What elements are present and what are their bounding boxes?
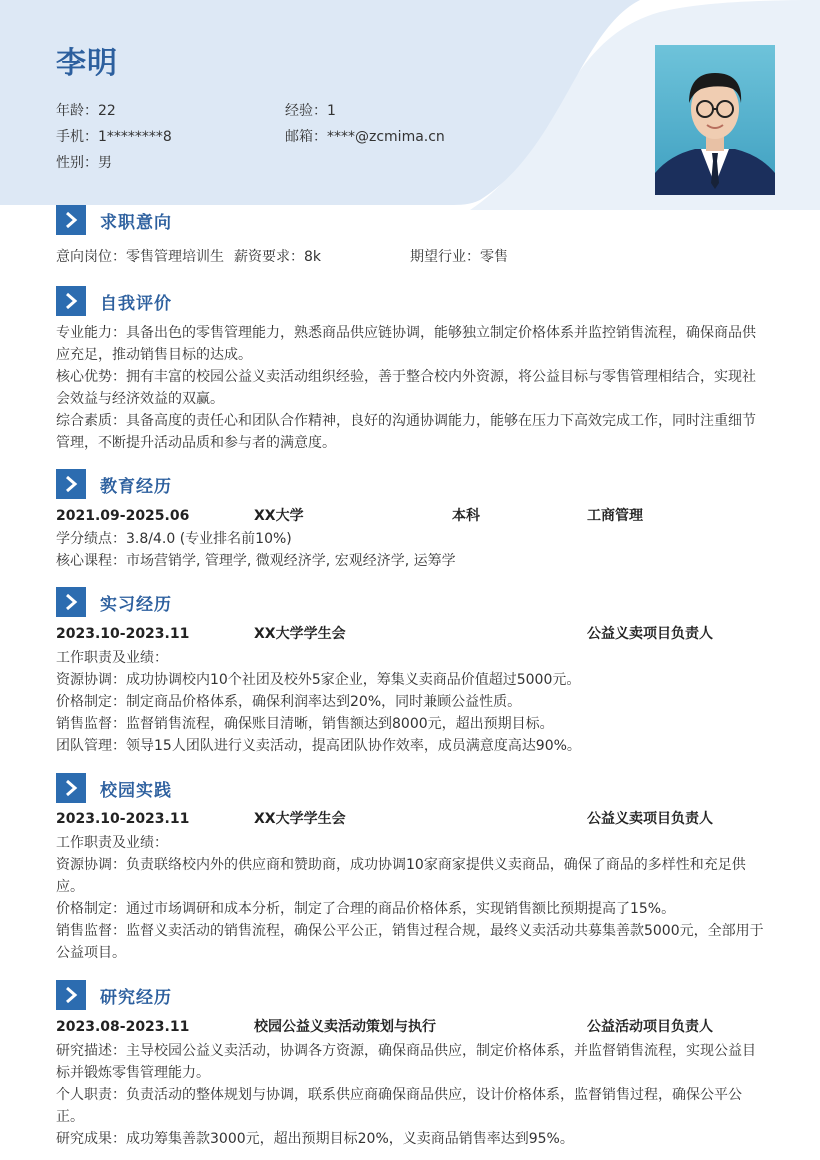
education-line: 学分绩点：3.8/4.0 (专业排名前10%): [56, 531, 292, 547]
section-education-header: [56, 469, 172, 499]
education-school: XX大学: [254, 508, 304, 524]
section-title: 求职意向: [100, 212, 172, 233]
education-details: [56, 528, 766, 572]
section-title: 教育经历: [100, 476, 172, 497]
chevron-right-icon: [56, 980, 86, 1010]
campus-details: [56, 832, 766, 964]
self-evaluation: [56, 322, 766, 454]
info-email: 邮箱：****@zcmima.cn: [285, 129, 445, 145]
education-line: 核心课程：市场营销学, 管理学, 微观经济学, 宏观经济学, 运筹学: [56, 553, 456, 569]
intent-salary: 薪资要求：8k: [234, 249, 322, 265]
profile-photo: [655, 45, 775, 195]
intent-position: 意向岗位：零售管理培训生: [56, 249, 224, 265]
self-paragraph: 专业能力：具备出色的零售管理能力，熟悉商品供应链协调，能够独立制定价格体系并监控销售流程，确保商品供应充足，推动销售目标的达成。: [56, 325, 756, 363]
internship-line: 工作职责及业绩：: [56, 650, 168, 666]
internship-line: 团队管理：领导15人团队进行义卖活动，提高团队协作效率，成员满意度高达90%。: [56, 738, 581, 754]
campus-role: 公益义卖项目负责人: [587, 811, 713, 827]
internship-org: XX大学学生会: [254, 626, 346, 642]
internship-details: [56, 647, 766, 757]
section-self-header: [56, 286, 172, 316]
info-age: 年龄：22: [56, 103, 116, 119]
section-title: 研究经历: [100, 987, 172, 1008]
education-degree: 本科: [452, 508, 480, 524]
self-paragraph: 核心优势：拥有丰富的校园公益义卖活动组织经验，善于整合校内外资源，将公益目标与零售管理相结合，实现社会效益与经济效益的双赢。: [56, 369, 756, 407]
internship-role: 公益义卖项目负责人: [587, 626, 713, 642]
research-details: [56, 1040, 766, 1150]
campus-line: 资源协调：负责联络校内外的供应商和赞助商，成功协调10家商家提供义卖商品，确保了商品的多样性和充足供应。: [56, 857, 746, 895]
education-major: 工商管理: [587, 508, 643, 524]
chevron-right-icon: [56, 469, 86, 499]
section-internship-header: [56, 587, 172, 617]
candidate-name: 李明: [56, 46, 118, 81]
chevron-right-icon: [56, 205, 86, 235]
section-intent-header: [56, 205, 172, 235]
research-project: 校园公益义卖活动策划与执行: [254, 1019, 436, 1035]
section-title: 实习经历: [100, 594, 172, 615]
research-line: 研究描述：主导校园公益义卖活动，协调各方资源，确保商品供应，制定价格体系，并监督销售流程，实现公益目标并锻炼零售管理能力。: [56, 1043, 756, 1081]
campus-line: 价格制定：通过市场调研和成本分析，制定了合理的商品价格体系，实现销售额比预期提高了15%。: [56, 901, 676, 917]
research-date: 2023.08-2023.11: [56, 1019, 190, 1035]
research-line: 研究成果：成功筹集善款3000元，超出预期目标20%，义卖商品销售率达到95%。: [56, 1131, 574, 1147]
chevron-right-icon: [56, 587, 86, 617]
internship-line: 资源协调：成功协调校内10个社团及校外5家企业，筹集义卖商品价值超过5000元。: [56, 672, 581, 688]
chevron-right-icon: [56, 286, 86, 316]
internship-line: 价格制定：制定商品价格体系，确保利润率达到20%，同时兼顾公益性质。: [56, 694, 522, 710]
campus-line: 销售监督：监督义卖活动的销售流程，确保公平公正，销售过程合规，最终义卖活动共募集善款5000元，全部用于公益项目。: [56, 923, 764, 961]
info-experience: 经验：1: [285, 103, 336, 119]
campus-date: 2023.10-2023.11: [56, 811, 190, 827]
education-date: 2021.09-2025.06: [56, 508, 190, 524]
section-title: 自我评价: [100, 293, 172, 314]
internship-line: 销售监督：监督销售流程，确保账目清晰，销售额达到8000元，超出预期目标。: [56, 716, 554, 732]
info-phone: 手机：1********8: [56, 129, 172, 145]
research-role: 公益活动项目负责人: [587, 1019, 713, 1035]
section-research-header: [56, 980, 172, 1010]
self-paragraph: 综合素质：具备高度的责任心和团队合作精神，良好的沟通协调能力，能够在压力下高效完成工作，同时注重细节管理，不断提升活动品质和参与者的满意度。: [56, 413, 756, 451]
research-line: 个人职责：负责活动的整体规划与协调，联系供应商确保商品供应，设计价格体系，监督销售过程，确保公平公正。: [56, 1087, 742, 1125]
info-gender: 性别：男: [56, 155, 112, 171]
campus-org: XX大学学生会: [254, 811, 346, 827]
section-title: 校园实践: [100, 780, 172, 801]
chevron-right-icon: [56, 773, 86, 803]
intent-industry: 期望行业：零售: [410, 249, 508, 265]
section-campus-header: [56, 773, 172, 803]
campus-line: 工作职责及业绩：: [56, 835, 168, 851]
internship-date: 2023.10-2023.11: [56, 626, 190, 642]
